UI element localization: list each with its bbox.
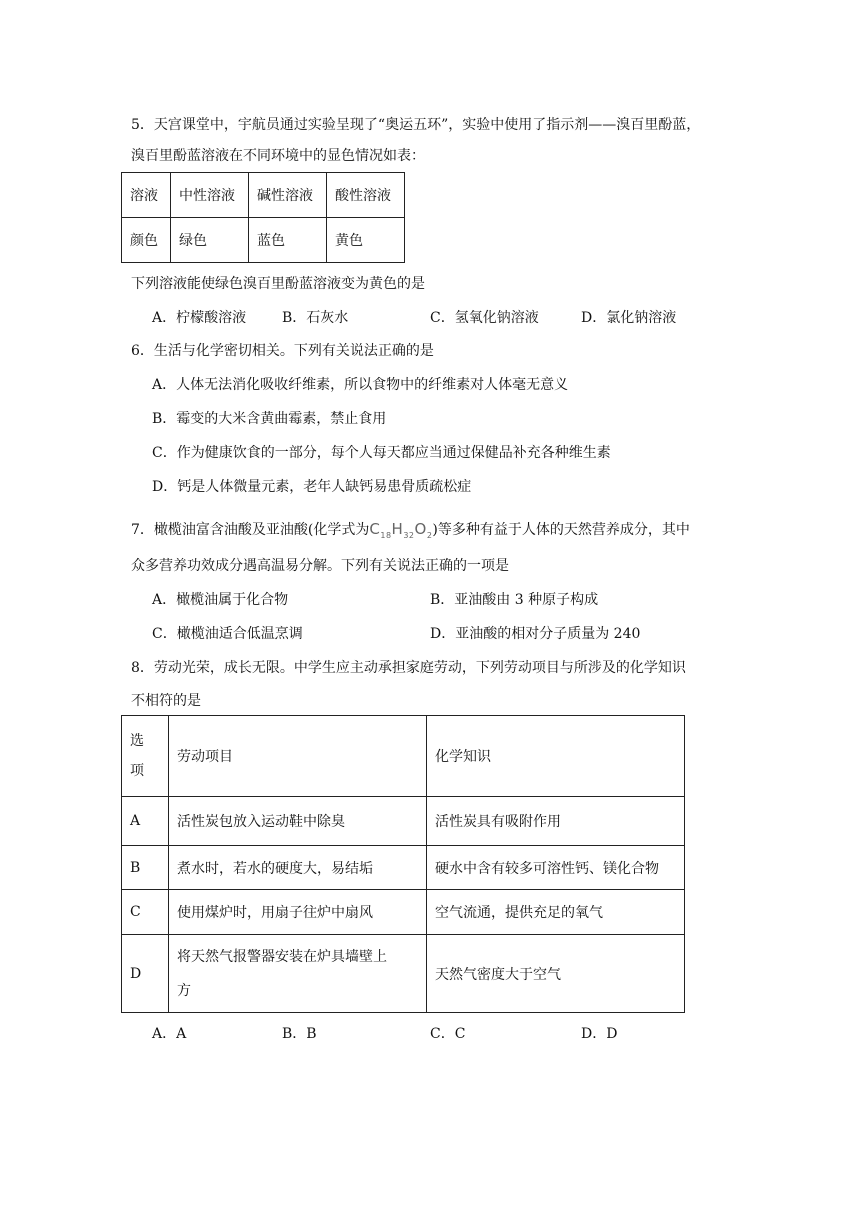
table-header-knowledge: 化学知识 [427, 716, 685, 797]
table-cell: 硬水中含有较多可溶性钙、镁化合物 [427, 846, 685, 890]
linoleic-acid-formula: $C_{18}H_{32}O_2$ [369, 520, 433, 540]
table-row [122, 797, 685, 846]
q8-option-b: B．B [282, 1026, 317, 1042]
table-cell: 溶液 [122, 173, 171, 218]
q5-option-c: C．氢氧化钠溶液 [430, 310, 539, 326]
table-header-project: 劳动项目 [169, 716, 427, 797]
q5-stem-line2: 溴百里酚蓝溶液在不同环境中的显色情况如表： [131, 148, 425, 164]
q5-color-table [121, 172, 405, 263]
q6-option-d: D．钙是人体微量元素，老年人缺钙易患骨质疏松症 [152, 479, 472, 495]
table-cell: B [122, 846, 169, 890]
q7-stem-part1: 7．橄榄油富含油酸及亚油酸(化学式为 [131, 522, 370, 538]
table-cell: 活性炭包放入运动鞋中除臭 [169, 797, 427, 846]
table-row [122, 716, 685, 797]
table-cell: 天然气密度大于空气 [427, 935, 685, 1013]
q8-stem-line1: 8．劳动光荣，成长无限。中学生应主动承担家庭劳动，下列劳动项目与所涉及的化学知识 [131, 660, 686, 676]
table-row [122, 890, 685, 935]
table-row [122, 846, 685, 890]
table-cell: 活性炭具有吸附作用 [427, 797, 685, 846]
q8-option-c: C．C [430, 1026, 466, 1042]
table-cell: 蓝色 [249, 218, 327, 263]
q8-stem-line2: 不相符的是 [131, 693, 201, 709]
q5-option-b: B．石灰水 [282, 310, 349, 326]
table-cell: 将天然气报警器安装在炉具墙壁上 方 [169, 935, 427, 1013]
q6-stem: 6．生活与化学密切相关。下列有关说法正确的是 [131, 343, 434, 359]
q7-option-c: C．橄榄油适合低温烹调 [152, 626, 303, 642]
table-cell: A [122, 797, 169, 846]
q5-stem-line1: 5．天宫课堂中，宇航员通过实验呈现了“奥运五环”，实验中使用了指示剂——溴百里酚蓝， [131, 117, 701, 133]
q7-stem-line2: 众多营养功效成分遇高温易分解。下列有关说法正确的一项是 [131, 558, 509, 574]
table-cell: 选 项 [122, 716, 169, 797]
q6-option-c: C．作为健康饮食的一部分，每个人每天都应当通过保健品补充各种维生素 [152, 445, 611, 461]
q5-question: 下列溶液能使绿色溴百里酚蓝溶液变为黄色的是 [131, 276, 425, 292]
table-row [122, 935, 685, 1013]
table-cell: 中性溶液 [171, 173, 249, 218]
q7-stem-line1 [131, 519, 690, 546]
table-cell: 使用煤炉时，用扇子往炉中扇风 [169, 890, 427, 935]
q7-stem-part2: )等多种有益于人体的天然营养成分，其中 [432, 522, 690, 538]
q7-option-a: A．橄榄油属于化合物 [152, 592, 289, 608]
table-cell: 绿色 [171, 218, 249, 263]
q8-option-a: A．A [152, 1026, 187, 1042]
table-cell: D [122, 935, 169, 1013]
q8-labor-table [121, 715, 685, 1013]
q6-option-b: B．霉变的大米含黄曲霉素，禁止食用 [152, 411, 387, 427]
q6-option-a: A．人体无法消化吸收纤维素，所以食物中的纤维素对人体毫无意义 [152, 377, 569, 393]
table-row [122, 218, 405, 263]
table-cell: 黄色 [327, 218, 405, 263]
table-cell: C [122, 890, 169, 935]
table-cell: 颜色 [122, 218, 171, 263]
q8-option-d: D．D [581, 1026, 618, 1042]
q7-option-d: D．亚油酸的相对分子质量为 240 [430, 626, 641, 642]
table-cell: 酸性溶液 [327, 173, 405, 218]
q5-option-a: A．柠檬酸溶液 [152, 310, 247, 326]
q5-option-d: D．氯化钠溶液 [581, 310, 677, 326]
table-cell: 碱性溶液 [249, 173, 327, 218]
table-row [122, 173, 405, 218]
table-cell: 煮水时，若水的硬度大，易结垢 [169, 846, 427, 890]
q7-option-b: B．亚油酸由 3 种原子构成 [430, 592, 599, 608]
table-cell: 空气流通，提供充足的氧气 [427, 890, 685, 935]
